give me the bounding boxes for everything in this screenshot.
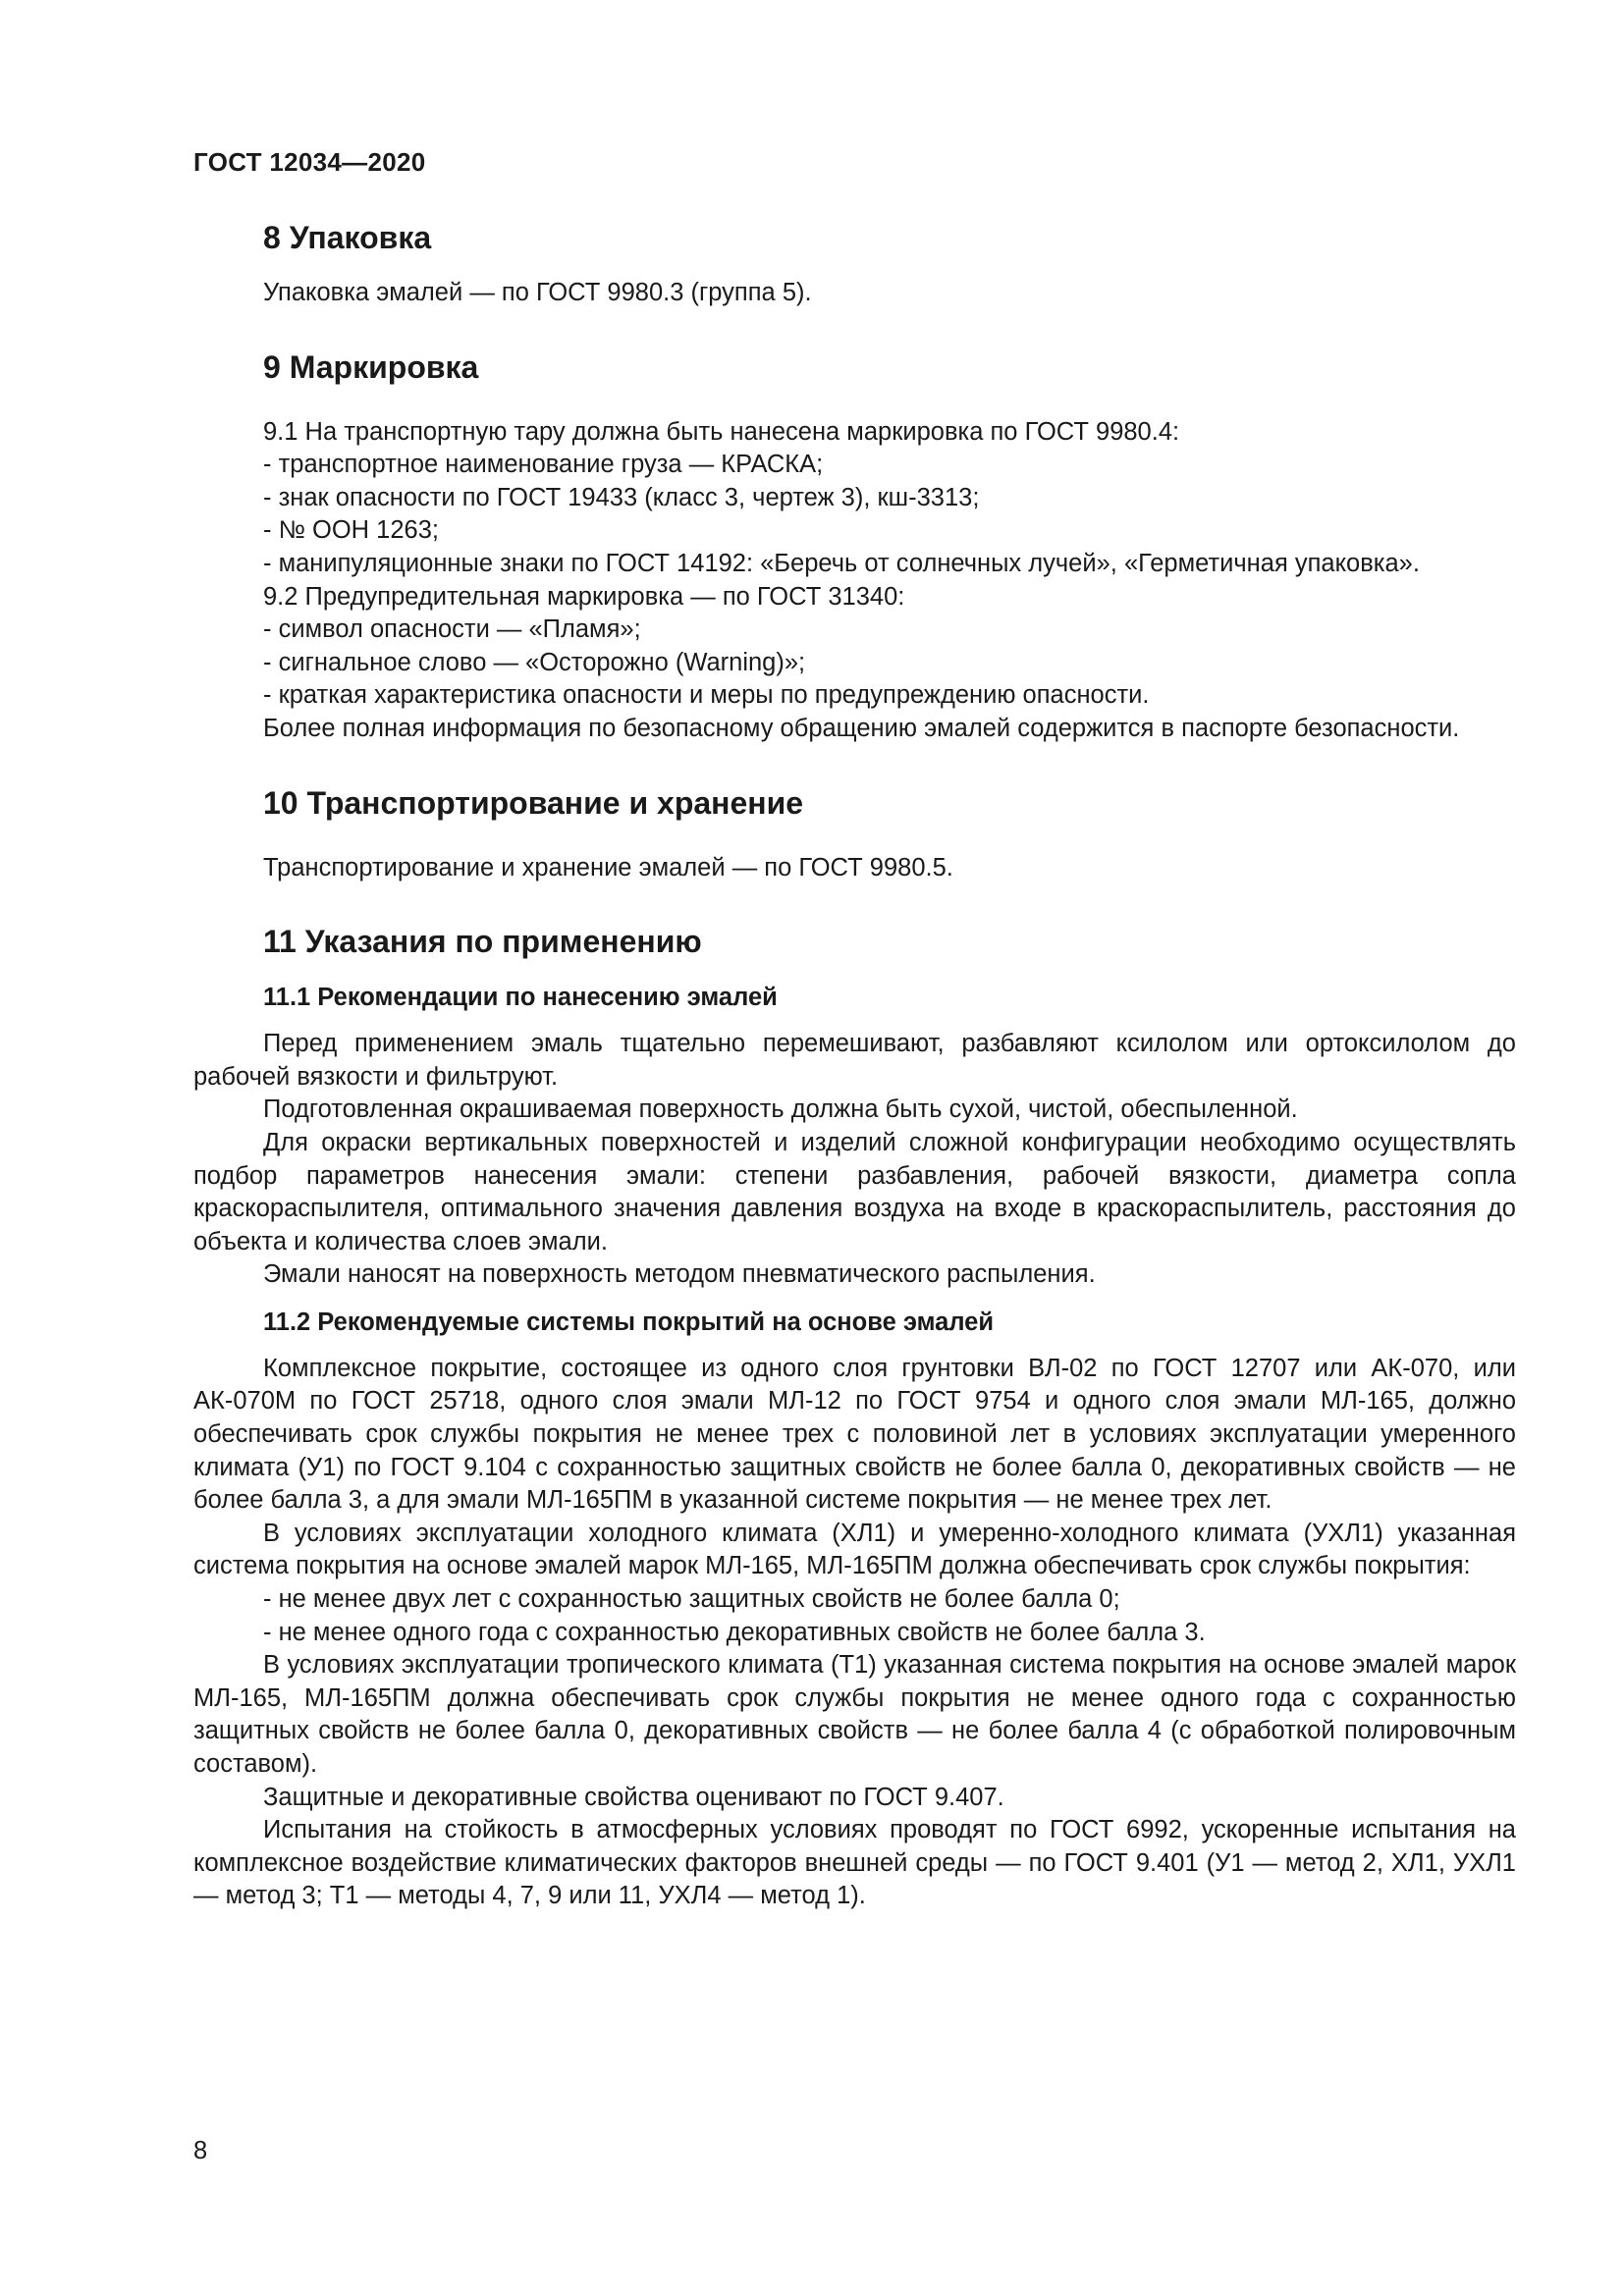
document-body: [193, 218, 1516, 1913]
standard-header: ГОСТ 12034—2020: [193, 147, 426, 177]
section-9-1-paragraph: 9.1 На транспортную тару должна быть нанесена маркировка по ГОСТ 9980.4:: [263, 417, 1180, 446]
section-8-paragraph: Упаковка эмалей — по ГОСТ 9980.3 (группа 5).: [263, 279, 812, 306]
list-item: - транспортное наименование груза — КРАСКА;: [263, 451, 824, 479]
list-item: - сигнальное слово — «Осторожно (Warning)»;: [263, 648, 806, 676]
section-9-paragraph: Более полная информация по безопасному обращению эмалей содержится в паспорте безопасности.: [263, 714, 1460, 742]
paragraph: Подготовленная окрашиваемая поверхность должна быть сухой, чистой, обеспыленной.: [263, 1095, 1298, 1124]
subsection-11-1-title: 11.1 Рекомендации по нанесению эмалей: [263, 984, 778, 1012]
subsection-11-2-title: 11.2 Рекомендуемые системы покрытий на основе эмалей: [263, 1308, 995, 1336]
list-item: - № ООН 1263;: [263, 516, 439, 545]
paragraph: Комплексное покрытие, состоящее из одного слоя грунтовки ВЛ-02 по ГОСТ 12707 или АК-070, или АК-070М по ГОСТ 25718, одного слоя эмали МЛ-12 по ГОСТ 9754 и одного слоя эмали МЛ-165, должно обеспечивать срок службы покрытия не менее трех с половиной лет в условиях эксплуатации умеренного климата (У1) по ГОСТ 9.104 с сохранностью защитных свойств не более балла 0, декоративных свойств — не более балла 3, а для эмали МЛ-165ПМ в указанной системе покрытия — не менее трех лет.: [193, 1354, 1516, 1515]
paragraph: В условиях эксплуатации холодного климата (ХЛ1) и умеренно-холодного климата (УХЛ1) указанная система покрытия на основе эмалей марок МЛ-165, МЛ-165ПМ должна обеспечивать срок службы покрытия:: [193, 1519, 1516, 1580]
section-11-title: 11 Указания по применению: [263, 924, 702, 960]
section-10-paragraph: Транспортирование и хранение эмалей — по ГОСТ 9980.5.: [263, 853, 953, 881]
paragraph: Эмали наносят на поверхность методом пневматического распыления.: [263, 1260, 1096, 1289]
list-item: - не менее двух лет с сохранностью защитных свойств не более балла 0;: [263, 1585, 1120, 1614]
paragraph: В условиях эксплуатации тропического климата (Т1) указанная система покрытия на основе эмалей марок МЛ-165, МЛ-165ПМ должна обеспечивать срок службы покрытия не менее одного года с сохранностью защитных свойств не более балла 0, декоративных свойств — не более балла 4 (с обработкой полировочным составом).: [193, 1651, 1516, 1778]
section-8-title: 8 Упаковка: [263, 220, 432, 255]
list-item: - не менее одного года с сохранностью декоративных свойств не более балла 3.: [263, 1618, 1206, 1646]
section-10-title: 10 Транспортирование и хранение: [263, 784, 804, 821]
page-number: 8: [193, 2137, 208, 2164]
paragraph: Перед применением эмаль тщательно перемешивают, разбавляют ксилолом или ортоксилолом до рабочей вязкости и фильтруют.: [193, 1030, 1516, 1091]
paragraph: Защитные и декоративные свойства оценивают по ГОСТ 9.407.: [263, 1783, 1004, 1811]
paragraph: Испытания на стойкость в атмосферных условиях проводят по ГОСТ 6992, ускоренные испытания на комплексное воздействие климатических факторов внешней среды — по ГОСТ 9.401 (У1 — метод 2, ХЛ1, УХЛ1 — метод 3; Т1 — методы 4, 7, 9 или 11, УХЛ4 — метод 1).: [193, 1816, 1516, 1910]
list-item: - манипуляционные знаки по ГОСТ 14192: «Беречь от солнечных лучей», «Герметичная упаковка».: [263, 549, 1420, 577]
section-9-2-paragraph: 9.2 Предупредительная маркировка — по ГОСТ 31340:: [263, 582, 905, 611]
list-item: - краткая характеристика опасности и меры по предупреждению опасности.: [263, 681, 1150, 710]
section-9-title: 9 Маркировка: [263, 348, 479, 385]
list-item: - символ опасности — «Пламя»;: [263, 615, 641, 644]
paragraph: Для окраски вертикальных поверхностей и изделий сложной конфигурации необходимо осуществлять подбор параметров нанесения эмали: степени разбавления, рабочей вязкости, диаметра сопла краскораспылителя, оптимального значения давления воздуха на входе в краскораспылитель, расстояния до объекта и количества слоев эмали.: [193, 1128, 1516, 1255]
list-item: - знак опасности по ГОСТ 19433 (класс 3, чертеж 3), кш-3313;: [263, 483, 980, 511]
